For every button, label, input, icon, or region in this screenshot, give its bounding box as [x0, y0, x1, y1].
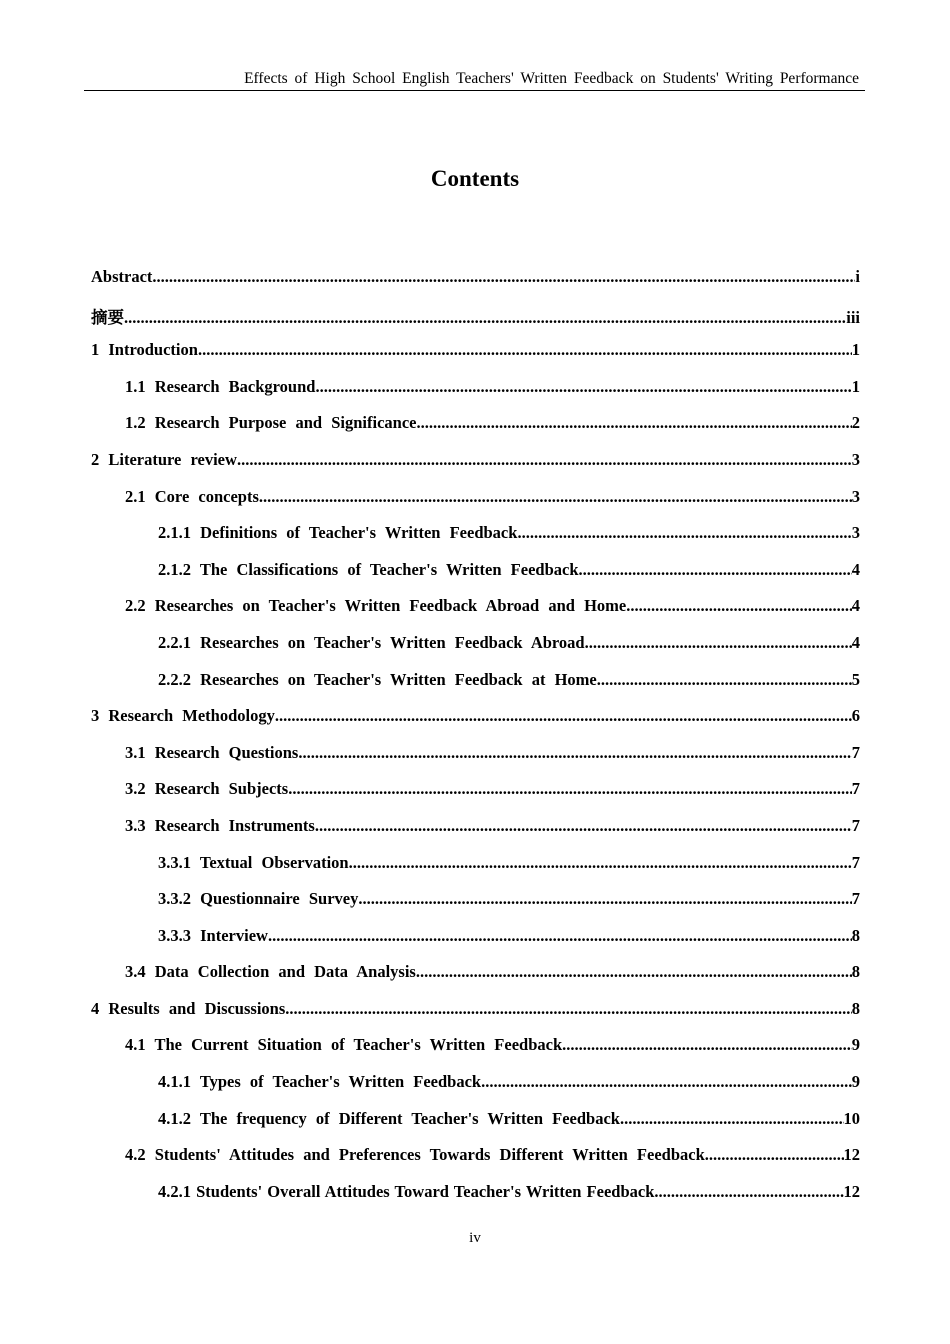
toc-entry-label: 2.2.1 Researches on Teacher's Written Feedback Abroad	[158, 632, 585, 652]
toc-entry[interactable]	[91, 779, 860, 816]
toc-entry-page: 7	[851, 852, 860, 872]
toc-entry-page: 5	[851, 669, 860, 689]
toc-entry[interactable]	[91, 1035, 860, 1072]
toc-entry[interactable]	[91, 560, 860, 597]
toc-leader-dots	[275, 706, 852, 726]
toc-leader-dots	[562, 1035, 852, 1055]
toc-entry-label: 2 Literature review	[91, 449, 237, 469]
toc-entry-page: 8	[851, 925, 860, 945]
toc-entry-label: 摘要	[91, 307, 124, 327]
toc-leader-dots	[268, 926, 852, 946]
toc-entry-page: 4	[851, 632, 860, 652]
toc-leader-dots	[288, 779, 852, 799]
toc-entry[interactable]	[91, 377, 860, 414]
toc-entry[interactable]	[91, 596, 860, 633]
toc-entry-label: 2.2 Researches on Teacher's Written Feedback Abroad and Home	[125, 596, 627, 616]
toc-entry-label: 4.1.1 Types of Teacher's Written Feedback	[158, 1072, 482, 1092]
toc-entry-page: 4	[851, 596, 860, 616]
toc-entry-label: 4.2 Students' Attitudes and Preferences Towards Different Written Feedback	[125, 1145, 705, 1165]
toc-entry[interactable]	[91, 670, 860, 707]
toc-entry-label: 3.3 Research Instruments	[125, 815, 315, 835]
toc-entry[interactable]	[91, 889, 860, 926]
toc-entry-page: 8	[851, 998, 860, 1018]
toc-entry-label: 3.3.3 Interview	[158, 925, 268, 945]
toc-entry-label: 2.2.2 Researches on Teacher's Written Feedback at Home	[158, 669, 597, 689]
toc-leader-dots	[298, 743, 851, 763]
toc-entry-label: 1 Introduction	[91, 340, 198, 360]
toc-entry[interactable]	[91, 450, 860, 487]
header-rule	[84, 90, 865, 91]
toc-entry[interactable]	[91, 1182, 860, 1219]
toc-leader-dots	[585, 633, 852, 653]
toc-entry-page: 3	[851, 523, 860, 543]
toc-leader-dots	[358, 889, 851, 909]
running-header: Effects of High School English Teachers' Written Feedback on Students' Writing Performance	[244, 70, 859, 87]
toc-entry-page: 9	[851, 1072, 860, 1092]
toc-entry[interactable]	[91, 816, 860, 853]
page-title: Contents	[430, 166, 520, 191]
toc-leader-dots	[517, 523, 851, 543]
toc-leader-dots	[626, 596, 852, 616]
toc-entry-page: 8	[851, 962, 860, 982]
toc-entry-page: 7	[851, 815, 860, 835]
toc-entry[interactable]	[91, 267, 860, 304]
toc-entry-page: 12	[843, 1145, 860, 1165]
toc-leader-dots	[481, 1072, 852, 1092]
toc-entry-label: Abstract	[91, 267, 153, 286]
toc-leader-dots	[198, 340, 852, 360]
toc-entry-label: 3.1 Research Questions	[125, 742, 299, 762]
toc-entry[interactable]	[91, 962, 860, 999]
toc-entry-label: 4.1 The Current Situation of Teacher's Written Feedback	[125, 1035, 563, 1055]
toc-leader-dots	[417, 413, 852, 433]
toc-entry[interactable]	[91, 1145, 860, 1182]
toc-entry-label: 1.2 Research Purpose and Significance	[125, 413, 417, 433]
toc-leader-dots	[416, 962, 852, 982]
toc-entry-page: iii	[846, 307, 860, 327]
toc-entry-label: 1.1 Research Background	[125, 376, 316, 396]
toc-entry-label: 3.4 Data Collection and Data Analysis	[125, 962, 416, 982]
toc-entry-label: 3 Research Methodology	[91, 706, 275, 726]
toc-leader-dots	[705, 1145, 844, 1165]
toc-leader-dots	[259, 487, 852, 507]
toc-leader-dots	[152, 267, 855, 287]
toc-entry-page: 2	[851, 413, 860, 433]
toc-entry-label: 4.2.1 Students' Overall Attitudes Toward Teacher's Written Feedback	[158, 1181, 655, 1201]
toc-entry[interactable]	[91, 926, 860, 963]
toc-entry-label: 3.2 Research Subjects	[125, 779, 289, 799]
toc-entry-page: 10	[843, 1108, 860, 1128]
toc-entry-page: 12	[843, 1181, 860, 1201]
toc-entry-label: 3.3.2 Questionnaire Survey	[158, 889, 359, 909]
toc-entry[interactable]	[91, 340, 860, 377]
toc-entry-page: 7	[851, 742, 860, 762]
toc-entry-page: 3	[851, 449, 860, 469]
toc-entry-label: 2.1 Core concepts	[125, 486, 259, 506]
toc-entry[interactable]	[91, 1109, 860, 1146]
toc-entry-label: 3.3.1 Textual Observation	[158, 852, 349, 872]
toc-entry[interactable]	[91, 706, 860, 743]
toc-leader-dots	[285, 999, 851, 1019]
toc-entry[interactable]	[91, 487, 860, 524]
toc-entry[interactable]	[91, 523, 860, 560]
toc-entry-label: 4.1.2 The frequency of Different Teacher's Written Feedback	[158, 1108, 620, 1128]
toc-entry-label: 2.1.1 Definitions of Teacher's Written Feedback	[158, 523, 518, 543]
toc-leader-dots	[124, 308, 846, 328]
toc-leader-dots	[579, 560, 852, 580]
toc-entry-page: 9	[851, 1035, 860, 1055]
toc-leader-dots	[620, 1109, 844, 1129]
toc-leader-dots	[349, 853, 852, 873]
toc-entry[interactable]	[91, 304, 860, 341]
toc-leader-dots	[237, 450, 852, 470]
toc-entry-label: 2.1.2 The Classifications of Teacher's Written Feedback	[158, 559, 579, 579]
toc-entry[interactable]	[91, 853, 860, 890]
toc-leader-dots	[315, 816, 852, 836]
toc-entry-page: 7	[851, 779, 860, 799]
toc-entry-page: 6	[851, 706, 860, 726]
toc-entry[interactable]	[91, 413, 860, 450]
toc-entry-page: i	[855, 267, 860, 286]
toc-entry-page: 7	[851, 889, 860, 909]
toc-entry-label: 4 Results and Discussions	[91, 998, 286, 1018]
toc-leader-dots	[315, 377, 851, 397]
toc-entry-page: 1	[851, 340, 860, 360]
toc-entry-page: 3	[851, 486, 860, 506]
toc-entry[interactable]	[91, 743, 860, 780]
page-number: iv	[469, 1230, 481, 1246]
toc-entry[interactable]	[91, 999, 860, 1036]
toc-entry-page: 1	[851, 376, 860, 396]
toc-entry[interactable]	[91, 633, 860, 670]
toc-entry[interactable]	[91, 1072, 860, 1109]
toc-entry-page: 4	[851, 559, 860, 579]
table-of-contents	[91, 267, 860, 1218]
toc-leader-dots	[597, 670, 852, 690]
toc-leader-dots	[654, 1182, 843, 1202]
